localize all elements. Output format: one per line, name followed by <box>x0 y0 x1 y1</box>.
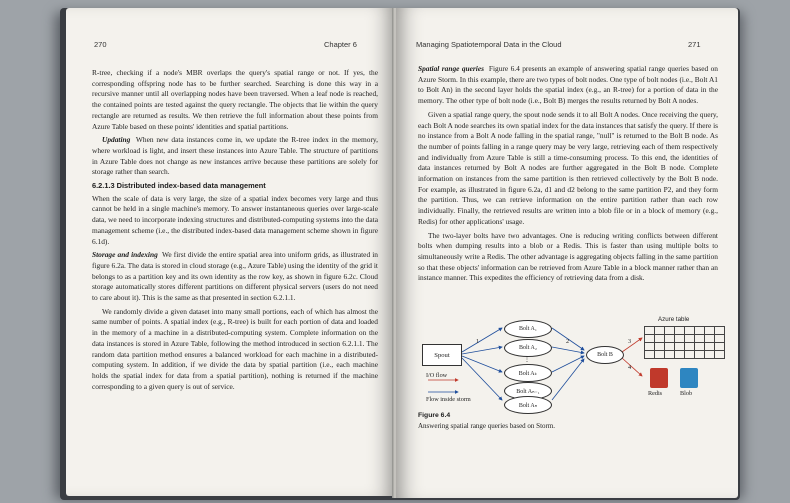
blob-icon <box>680 368 698 388</box>
step-label-3: 3 <box>628 338 632 345</box>
left-paragraph: R-tree, checking if a node's MBR overlaps the query's spatial range or not. If yes, the corresponding offspring node has to be further searched. Searching is done this way in a recursive manner until all overlapping nodes have been traversed. When a leaf node is reached, the contained points are tested against the query rectangle. The objects that lie within the query rectangle are returned as results. We then retrieve the full information about these points from Azure Table based on these points' identities and spatial partitions. <box>92 68 378 131</box>
left-paragraph <box>92 135 378 178</box>
updating-label: Updating <box>102 135 131 145</box>
step-label-4: 4 <box>628 364 632 371</box>
redis-label: Redis <box>648 390 663 397</box>
bolt-vdots: ⋮ <box>524 356 531 363</box>
legend-io-flow: I/O flow <box>426 372 448 379</box>
azure-table-title: Azure table <box>658 316 690 323</box>
left-running-head: Chapter 6 <box>324 40 357 49</box>
left-page-body <box>92 68 378 395</box>
spatial-text: Figure 6.4 presents an example of answering spatial range queries based on Azure Storm. In this example, there are two types of bolt nodes. One type of bolt nodes (i.e., Bolt A1 to Bolt An) in the second layer holds the spatial index (e.g., an R-tree) for a portion of data in the memory. The other type of bolt node (i.e., Bolt B) merges the results returned by Bolt A nodes. <box>418 64 719 106</box>
section-heading: 6.2.1.3 Distributed index-based data management <box>92 181 266 191</box>
step-label-1: 1 <box>476 338 480 345</box>
left-paragraph: When the scale of data is very large, the size of a spatial index becomes very large and thus cannot be held in a single machine's memory. To answer instantaneous queries over large-scale data, we need to incorporate indexing structures and distributed-computing systems into the data management scheme (i.e., the distributed index-based data management scheme shown in figure 6.1d). <box>92 193 378 246</box>
right-page-body <box>418 64 718 287</box>
bolt-ak-node: Bolt Aₖ <box>504 364 552 382</box>
caption-label: Figure 6.4 <box>418 412 451 419</box>
spout-node: Spout <box>422 344 462 366</box>
left-paragraph <box>92 250 378 304</box>
azure-table-grid <box>644 326 725 359</box>
bolt-a2-node: Bolt A₂ <box>504 339 552 357</box>
blob-label: Blob <box>680 390 693 397</box>
bolt-an-1-node: Bolt Aₙ₋₁ <box>504 382 552 400</box>
right-paragraph <box>418 64 718 107</box>
storage-label: Storage and indexing <box>92 250 158 260</box>
legend-storm-flow: Flow inside storm <box>426 396 471 403</box>
bolt-a1-node: Bolt A₁ <box>504 320 552 338</box>
storage-text: We first divide the entire spatial area into uniform grids, as illustrated in figure 6.2a. The data is stored in cloud storage (e.g., Azure Table) using the identity of the grid it belongs to as a partition key and its own identity as the row key, as shown in figure 6.2c. Cloud storage automatically stores different partitions on different physical servers (users do not need to care about it). This is the same as that presented in section 6.2.1.1. <box>92 250 378 303</box>
left-page-number: 270 <box>94 40 107 49</box>
left-page <box>66 8 394 496</box>
caption-text: Answering spatial range queries based on Storm. <box>418 422 556 430</box>
spatial-label: Spatial range queries <box>418 64 485 73</box>
bolt-b-node: Bolt B <box>586 346 624 364</box>
figure-caption <box>418 410 555 431</box>
redis-icon <box>650 368 668 388</box>
figure-6-4 <box>418 316 730 424</box>
right-paragraph: Given a spatial range query, the spout node sends it to all Bolt A nodes. Once receiving the query, each Bolt A node searches its own spatial index for the data instances that satisfy the query. If there is no instance from a Bolt A node falling in the spatial range, "null" is returned to the Bolt B node. As the number of points falling in a range query may be very large, retrieving each of them respectively and individually from Azure Table is still a time-consuming process. To this end, the identities of data instances returned by Bolt A nodes are further aggregated in the Bolt B node. Complete information on instances from the same partition is then retrieved collectively by the Bolt B node. For example, as illustrated in figure 6.2a, d1 and d2 belong to the same partition P2, and they form the partition. Thus, we can retrieve information on the entire partition rather than each row individually. Finally, the retrieved results are written into a blob file or in a block of memory (e.g., Redis) for other applications' usage. <box>418 109 718 226</box>
right-running-head: Managing Spatiotemporal Data in the Cloud <box>416 40 562 49</box>
bolt-an-node: Bolt Aₙ <box>504 396 552 414</box>
right-paragraph: The two-layer bolts have two advantages. One is reducing writing conflicts between different bolts when dumping results into a blob or a Redis. This is faster than using multiple bolts to simultaneously write a Redis. The other advantage is aggregating objects falling in the same partition so that these objects' information can be retrieved from Azure Table in a block manner rather than an instance manner. This expedites the efficiency of retrieving data from a disk. <box>418 230 718 283</box>
updating-text: When new data instances come in, we update the R-tree index in the memory, where workload is light, and insert these instances into Azure Table. The structure of partitions in Azure Table does not change as new instances arrive because these partitions are solely for storage rather than search. <box>92 135 378 177</box>
right-page <box>396 8 738 498</box>
step-label-2: 2 <box>566 338 570 345</box>
right-page-number: 271 <box>688 40 701 49</box>
left-paragraph: We randomly divide a given dataset into many small portions, each of which has almost the same number of points. A spatial index (e.g., R-tree) is built for each portion of data and loaded in the memory of a machine in a distributed-computing system. Complete information on the data instances is stored in Azure Table, following the method introduced in section 6.2.1.1. The random data partition method ensures a balanced workload for each machine in a distributed-computing system. In addition, if we divide the data by spatial partition (i.e., each machine holds the spatial index for data from a spatial partition), nothing is returned if the machine corresponding to a given query is out of service. <box>92 306 378 391</box>
